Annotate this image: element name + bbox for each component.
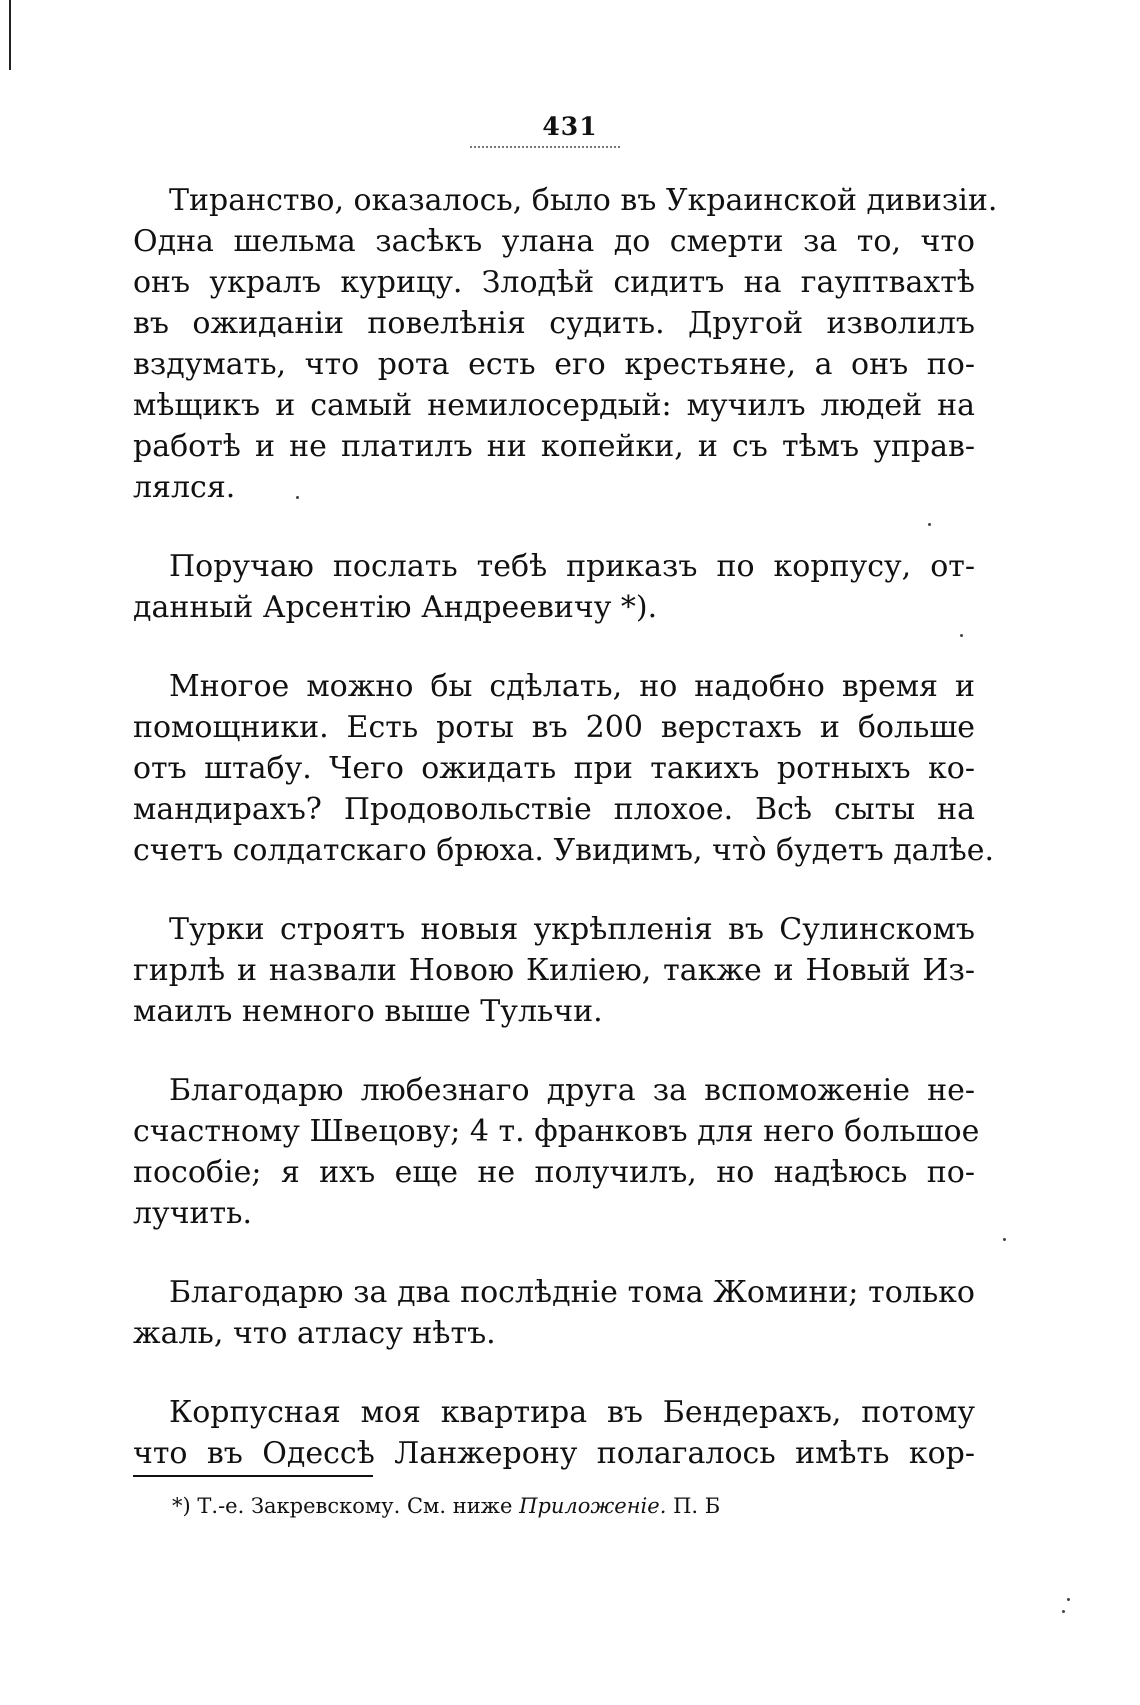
page-binding-edge <box>9 0 11 70</box>
footnote <box>172 1494 720 1518</box>
text-line: работѣ и не платилъ ни копейки, и съ тѣмъ управ- <box>133 429 975 464</box>
paragraph-4 <box>133 909 975 1032</box>
text-line: Тиранство, оказалось, было въ Украинской дивизіи. <box>169 183 998 218</box>
text-line: данный Арсентію Андреевичу *). <box>133 590 658 625</box>
footnote-text-after: П. Б <box>673 1494 721 1518</box>
footnote-text: Т.-е. Закревскому. См. ниже <box>197 1494 513 1518</box>
paragraph-6 <box>133 1272 975 1354</box>
scan-speck <box>960 634 963 637</box>
text-line: счетъ солдатскаго брюха. Увидимъ, что̀ будетъ далѣе. <box>133 833 995 868</box>
text-line: лучить. <box>133 1196 253 1231</box>
text-line: помощники. Есть роты въ 200 верстахъ и больше <box>133 710 975 745</box>
text-line: Многое можно бы сдѣлать, но надобно время и <box>169 669 975 704</box>
paragraph-3 <box>133 666 995 871</box>
text-line: что въ Одессѣ Ланжерону полагалось имѣть кор- <box>133 1436 975 1471</box>
paragraph-7 <box>133 1392 975 1474</box>
text-line: Поручаю послать тебѣ приказъ по корпусу, от- <box>169 549 975 584</box>
main-text <box>133 180 998 1512</box>
text-line: лялся. <box>133 470 236 505</box>
paragraph-2 <box>133 546 975 628</box>
footnote-italic-text: Приложеніе. <box>519 1494 667 1518</box>
text-line: жаль, что атласу нѣтъ. <box>133 1316 496 1351</box>
footnote-divider <box>133 1475 373 1477</box>
paragraph-5 <box>133 1070 980 1234</box>
scan-speck <box>1062 1610 1065 1613</box>
scan-speck <box>928 523 931 526</box>
text-line: вздумать, что рота есть его крестьяне, а онъ по- <box>133 347 975 382</box>
text-line: отъ штабу. Чего ожидать при такихъ ротныхъ ко- <box>133 751 975 786</box>
text-line: Благодарю любезнаго друга за вспоможеніе не- <box>169 1073 975 1108</box>
text-line: мандирахъ? Продовольствіе плохое. Всѣ сыты на <box>133 792 975 827</box>
text-line: мѣщикъ и самый немилосердый: мучилъ людей на <box>133 388 975 423</box>
paragraph-1 <box>133 180 998 508</box>
text-line: онъ укралъ курицу. Злодѣй сидитъ на гауптвахтѣ <box>133 265 975 300</box>
text-line: гирлѣ и назвали Новою Киліею, также и Новый Из- <box>133 953 975 988</box>
text-line: Одна шельма засѣкъ улана до смерти за то, что <box>133 224 975 259</box>
scan-speck <box>296 496 299 499</box>
page-number: 431 <box>542 112 598 141</box>
scan-speck <box>1003 1238 1006 1241</box>
text-line: въ ожиданіи повелѣнія судить. Другой изволилъ <box>133 306 975 341</box>
text-line: маилъ немного выше Тульчи. <box>133 994 603 1029</box>
text-line: счастному Швецову; 4 т. франковъ для него большое <box>133 1114 980 1149</box>
text-line: Благодарю за два послѣдніе тома Жомини; только <box>169 1275 975 1310</box>
page-number-ornament <box>470 146 620 149</box>
text-line: пособіе; я ихъ еще не получилъ, но надѣюсь по- <box>133 1155 975 1190</box>
footnote-marker: *) <box>172 1494 191 1518</box>
text-line: Турки строятъ новыя укрѣпленія въ Сулинскомъ <box>169 912 975 947</box>
text-line: Корпусная моя квартира въ Бендерахъ, потому <box>169 1395 975 1430</box>
scan-speck <box>1067 1598 1070 1601</box>
